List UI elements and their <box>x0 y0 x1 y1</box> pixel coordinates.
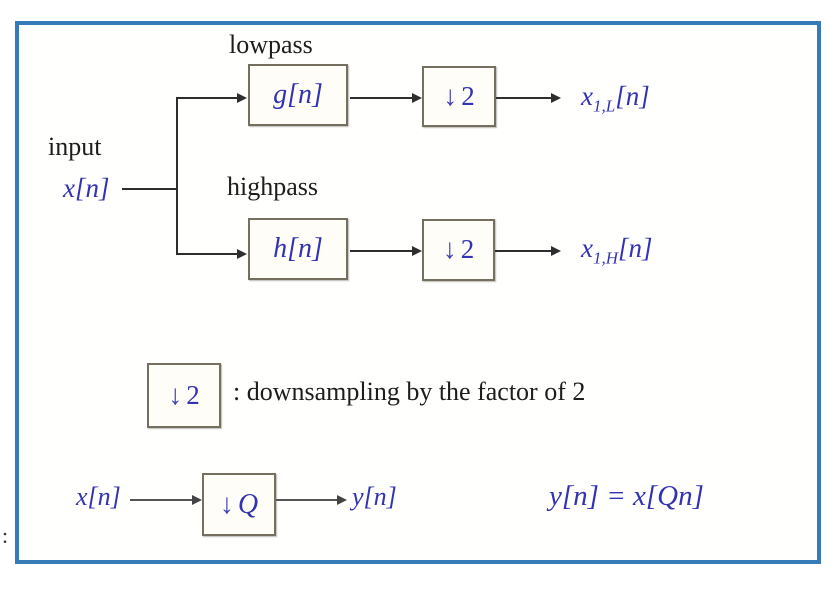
downsampler-box-bottom <box>422 219 495 281</box>
legend-description: : downsampling by the factor of 2 <box>233 377 586 406</box>
input-signal-label: x[n] <box>63 173 110 203</box>
downsample-factor-bottom: 2 <box>460 234 475 264</box>
arrowhead-into-downsampler-top <box>412 93 422 103</box>
lowpass-output-label <box>581 81 650 116</box>
def-input-line <box>130 499 192 501</box>
arrowhead-def-output <box>337 495 347 505</box>
highpass-filter-box <box>248 218 348 280</box>
input-line <box>122 188 177 190</box>
q-factor: Q <box>237 488 259 520</box>
q-downsampler-box <box>202 473 276 536</box>
caption-fragment: : <box>2 523 9 548</box>
arrowhead-into-highpass <box>237 249 247 259</box>
highpass-label: highpass <box>227 172 318 201</box>
highpass-output-label <box>581 233 653 268</box>
lowpass-to-downsampler-line <box>350 97 412 99</box>
arrowhead-into-q-box <box>192 495 202 505</box>
lowpass-filter-box <box>248 64 348 126</box>
legend-downsampler-box <box>147 363 221 428</box>
downsampler-box-top <box>422 66 496 127</box>
def-output-label: y[n] <box>352 482 397 511</box>
arrowhead-into-downsampler-bottom <box>412 246 422 256</box>
downsampling-equation: y[n] = x[Qn] <box>549 480 704 512</box>
output-base-bottom: x <box>581 233 593 263</box>
downsampler-bottom-output-line <box>495 250 551 252</box>
highpass-filter-label: h[n] <box>273 233 323 264</box>
arrowhead-into-lowpass <box>237 93 247 103</box>
down-arrow-icon: ↓ <box>219 488 234 520</box>
branch-bottom-line <box>176 253 237 255</box>
output-suffix-top: [n] <box>615 81 650 111</box>
input-label: input <box>48 132 102 161</box>
down-arrow-icon: ↓ <box>442 234 457 265</box>
branch-vertical-line <box>176 97 178 255</box>
def-output-line <box>276 499 337 501</box>
legend-factor: 2 <box>186 379 200 410</box>
highpass-to-downsampler-line <box>350 250 412 252</box>
output-base-top: x <box>581 81 593 111</box>
lowpass-filter-label: g[n] <box>273 79 323 110</box>
downsample-factor-top: 2 <box>461 80 475 111</box>
arrowhead-output-bottom <box>551 246 561 256</box>
downsampler-top-output-line <box>496 97 551 99</box>
branch-top-line <box>176 97 237 99</box>
output-suffix-bottom: [n] <box>618 233 653 263</box>
def-input-label: x[n] <box>76 482 121 511</box>
down-arrow-icon: ↓ <box>443 80 458 112</box>
output-subscript-top: 1,L <box>592 96 616 116</box>
arrowhead-output-top <box>551 93 561 103</box>
lowpass-label: lowpass <box>229 30 313 59</box>
output-subscript-bottom: 1,H <box>592 248 619 268</box>
down-arrow-icon: ↓ <box>168 379 183 411</box>
